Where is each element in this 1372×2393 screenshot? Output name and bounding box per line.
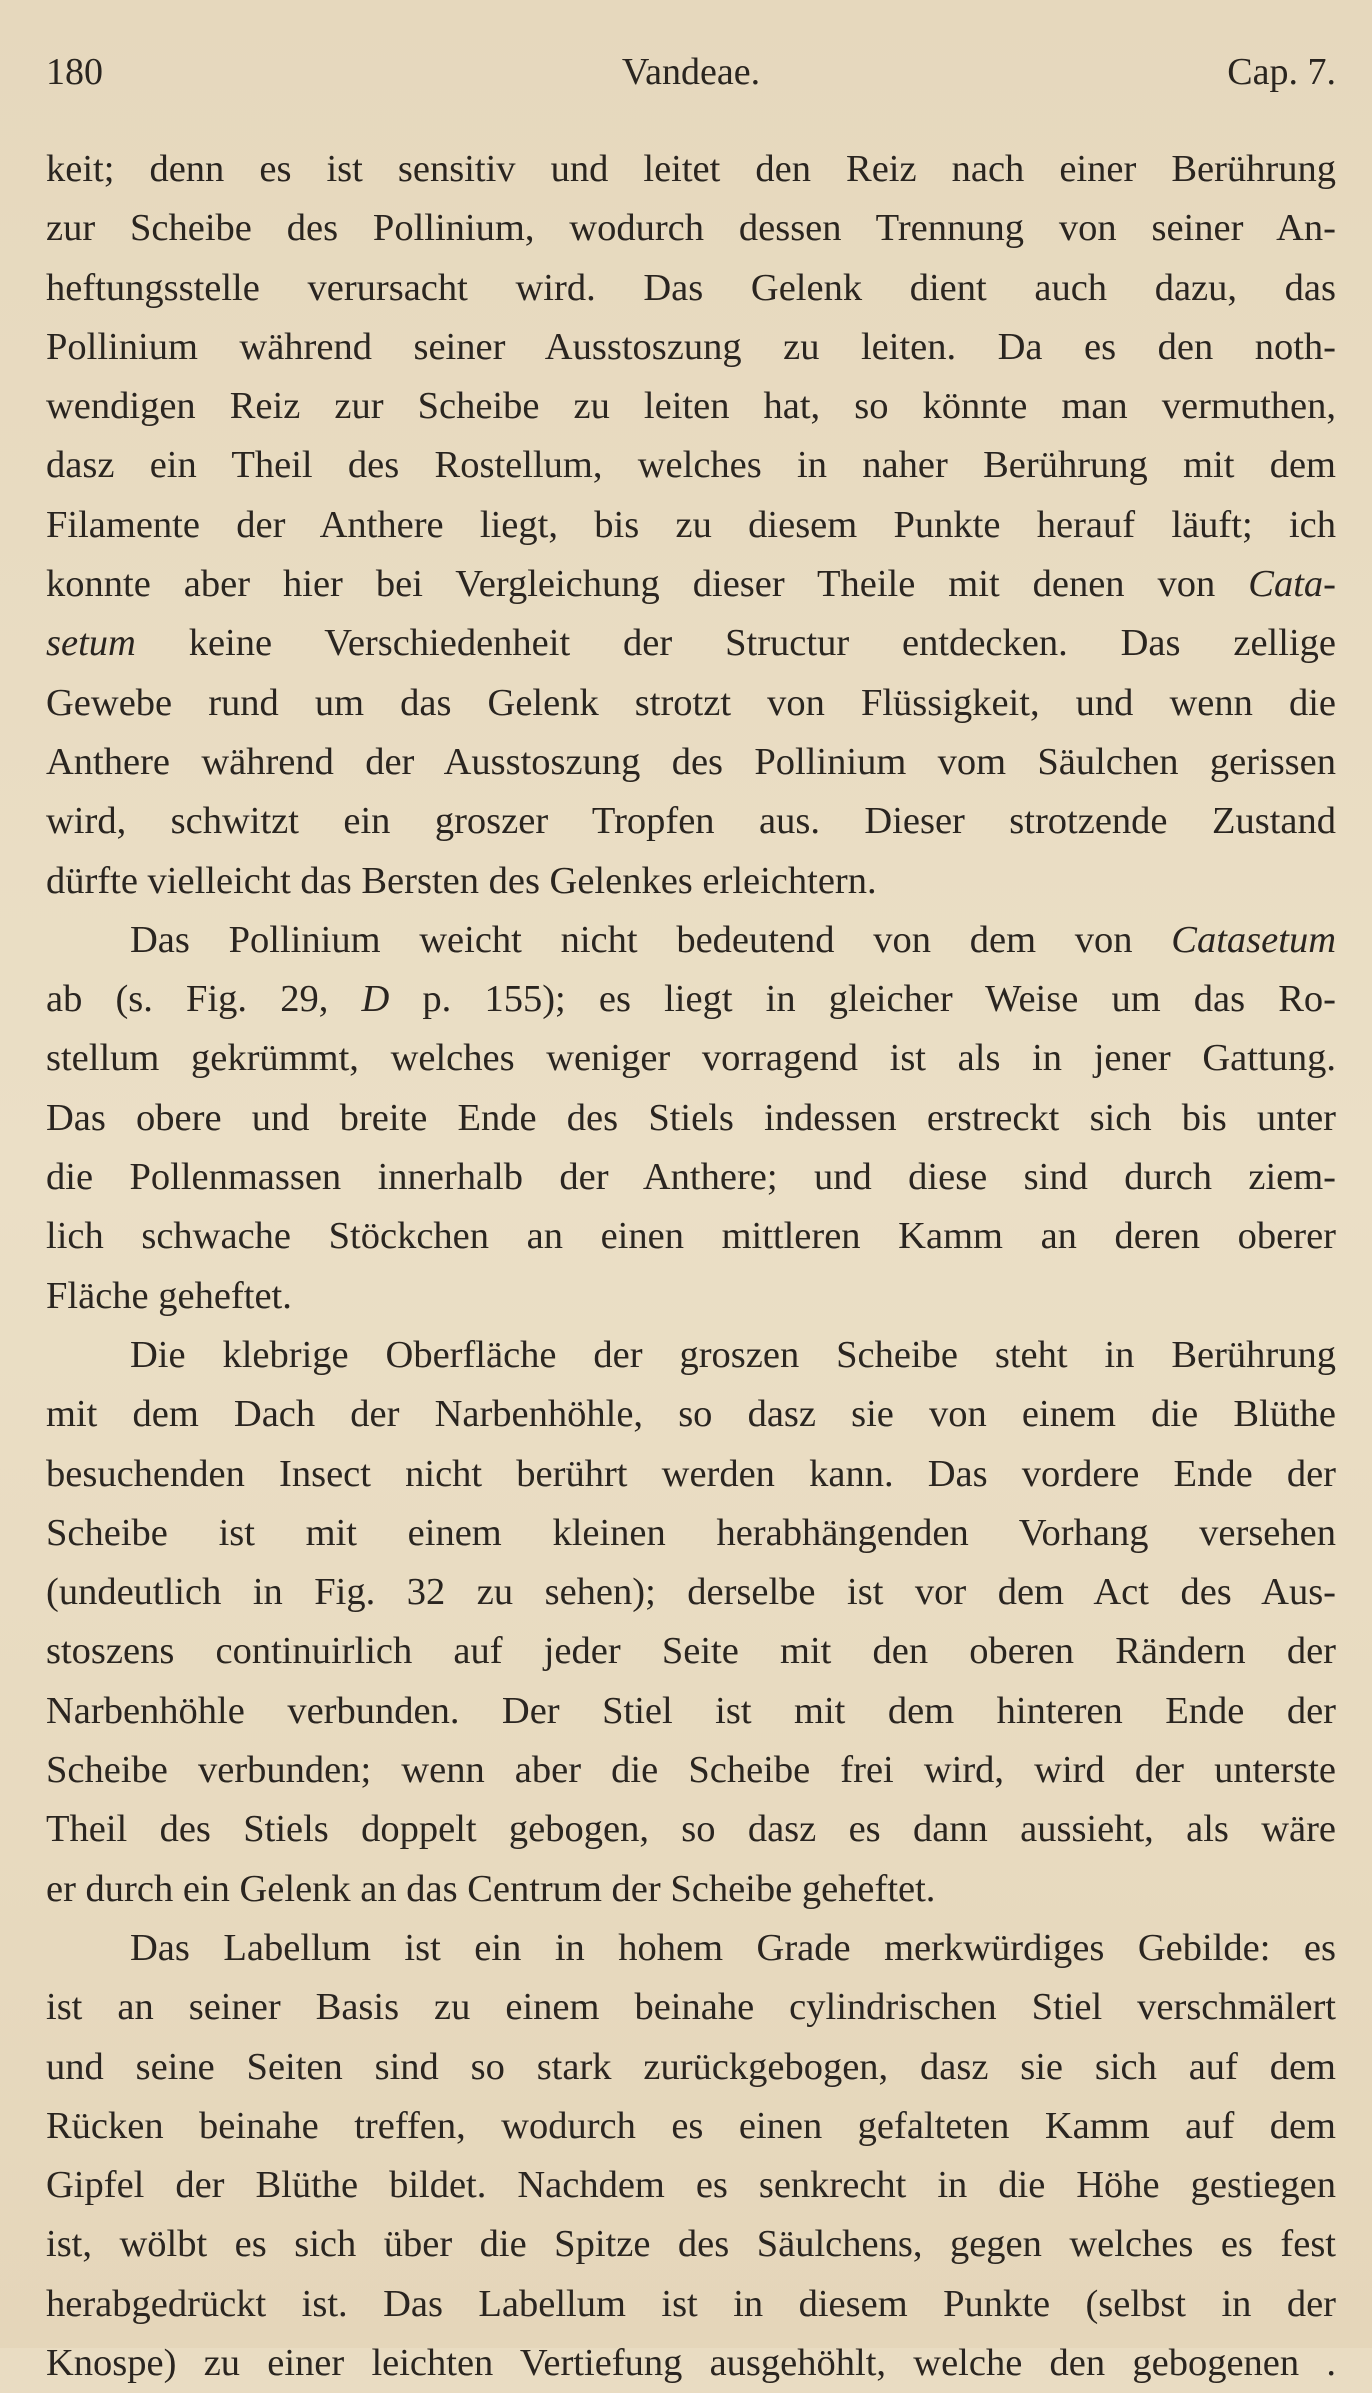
- text-line: Knospe) zu einer leichten Vertiefung ausgehöhlt, welche den gebogenen .: [46, 2341, 1336, 2384]
- text-line: Theil des Stiels doppelt gebogen, so dasz es dann aussieht, als wäre: [46, 1808, 1336, 1851]
- text-line: [46, 555, 1336, 614]
- text-line: dürfte vielleicht das Bersten des Gelenkes erleichtern.: [46, 859, 877, 902]
- italic-genus-name: Cata-: [1248, 563, 1336, 606]
- text-line: heftungsstelle verursacht wird. Das Gelenk dient auch dazu, das: [46, 266, 1336, 309]
- italic-figure-letter: D: [361, 978, 390, 1021]
- text-line: keit; denn es ist sensitiv und leitet den Reiz nach einer Berührung: [46, 148, 1336, 190]
- text-run: p. 155); es liegt in gleicher Weise um das Ro-: [389, 978, 1336, 1021]
- text-line: Pollinium während seiner Ausstoszung zu leiten. Da es den noth-: [46, 325, 1336, 368]
- chapter-label: Cap. 7.: [1227, 51, 1336, 93]
- text-line: Gewebe rund um das Gelenk strotzt von Flüssigkeit, und wenn die: [46, 681, 1336, 724]
- running-title: Vandeae.: [621, 51, 761, 93]
- text-line: ist an seiner Basis zu einem beinahe cylindrischen Stiel verschmälert: [46, 1986, 1336, 2029]
- text-line: und seine Seiten sind so stark zurückgebogen, dasz sie sich auf dem: [46, 2045, 1336, 2088]
- text-line: Fläche geheftet.: [46, 1274, 292, 1317]
- italic-genus-name: setum: [46, 622, 136, 665]
- text-line: Rücken beinahe treffen, wodurch es einen gefalteten Kamm auf dem: [46, 2104, 1336, 2147]
- text-line: Filamente der Anthere liegt, bis zu diesem Punkte herauf läuft; ich: [46, 503, 1336, 546]
- text-line: stellum gekrümmt, welches weniger vorragend ist als in jener Gattung.: [46, 1037, 1336, 1080]
- text-line: [46, 614, 1336, 673]
- text-line: stoszens continuirlich auf jeder Seite mit den oberen Rändern der: [46, 1630, 1336, 1673]
- text-run: Das Pollinium weicht nicht bedeutend von dem von: [130, 918, 1172, 961]
- text-line: wird, schwitzt ein groszer Tropfen aus. Dieser strotzende Zustand: [46, 800, 1336, 843]
- paragraph-start-line: Die klebrige Oberfläche der groszen Scheibe steht in Berührung: [130, 1333, 1336, 1376]
- text-line: Narbenhöhle verbunden. Der Stiel ist mit dem hinteren Ende der: [46, 1689, 1336, 1732]
- text-line: [46, 970, 1336, 1029]
- text-line: er durch ein Gelenk an das Centrum der Scheibe geheftet.: [46, 1867, 936, 1910]
- paragraph-start-line: [46, 911, 1336, 970]
- text-line: wendigen Reiz zur Scheibe zu leiten hat, so könnte man vermuthen,: [46, 385, 1336, 428]
- text-line: ist, wölbt es sich über die Spitze des Säulchens, gegen welches es fest: [46, 2223, 1336, 2266]
- text-line: zur Scheibe des Pollinium, wodurch dessen Trennung von seiner An-: [46, 207, 1336, 250]
- text-line: besuchenden Insect nicht berührt werden kann. Das vordere Ende der: [46, 1452, 1336, 1495]
- text-line: Anthere während der Ausstoszung des Pollinium vom Säulchen gerissen: [46, 740, 1336, 783]
- text-run: keine Verschiedenheit der Structur entdecken. Das zellige: [135, 622, 1336, 665]
- text-line: lich schwache Stöckchen an einen mittleren Kamm an deren oberer: [46, 1215, 1336, 1258]
- text-line: dasz ein Theil des Rostellum, welches in naher Berührung mit dem: [46, 444, 1336, 487]
- text-line: Das obere und breite Ende des Stiels indessen erstreckt sich bis unter: [46, 1096, 1336, 1139]
- body-text: [46, 140, 1336, 2393]
- italic-genus-name: Catasetum: [1171, 918, 1336, 961]
- text-line: die Pollenmassen innerhalb der Anthere; und diese sind durch ziem-: [46, 1156, 1336, 1199]
- paragraph-start-line: Das Labellum ist ein in hohem Grade merkwürdiges Gebilde: es: [130, 1926, 1336, 1969]
- text-run: ab (s. Fig. 29,: [46, 978, 362, 1021]
- text-line: mit dem Dach der Narbenhöhle, so dasz sie von einem die Blüthe: [46, 1393, 1336, 1436]
- text-run: konnte aber hier bei Vergleichung dieser Theile mit denen von: [46, 563, 1249, 606]
- text-line: herabgedrückt ist. Das Labellum ist in diesem Punkte (selbst in der: [46, 2282, 1336, 2325]
- text-line: (undeutlich in Fig. 32 zu sehen); derselbe ist vor dem Act des Aus-: [46, 1571, 1336, 1614]
- text-line: Scheibe verbunden; wenn aber die Scheibe frei wird, wird der unterste: [46, 1749, 1336, 1792]
- running-header: [46, 42, 1336, 102]
- text-line: Gipfel der Blüthe bildet. Nachdem es senkrecht in die Höhe gestiegen: [46, 2164, 1336, 2207]
- text-line: Scheibe ist mit einem kleinen herabhängenden Vorhang versehen: [46, 1511, 1336, 1554]
- page-number: 180: [46, 51, 103, 93]
